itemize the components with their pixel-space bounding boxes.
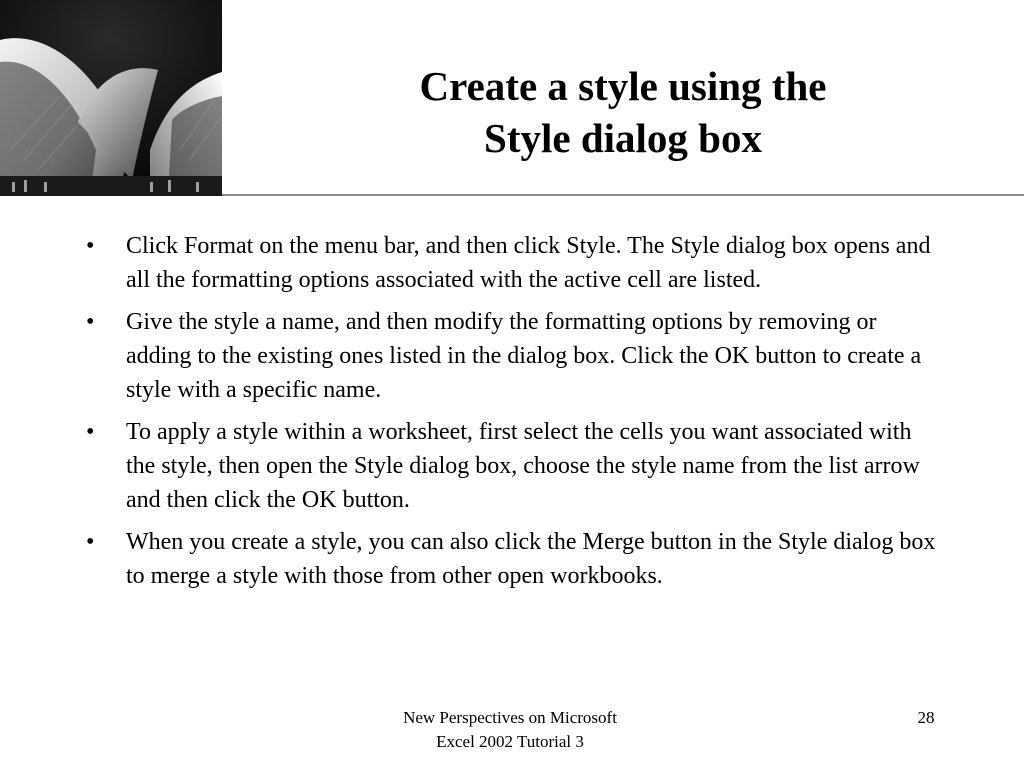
bullet-text: When you create a style, you can also click the Merge button in the Style dialog box to merge a style with those from other open workbooks.: [126, 529, 936, 589]
bullet-marker: •: [86, 309, 95, 335]
bullet-item: [86, 229, 946, 297]
opera-house-photo: [0, 0, 222, 196]
bullet-marker: •: [86, 529, 95, 555]
slide-title-line-2: Style dialog box: [484, 115, 762, 161]
slide-footer: [360, 706, 660, 754]
bullet-item: [86, 525, 946, 593]
bullet-text: Give the style a name, and then modify the formatting options by removing or adding to the existing ones listed in the dialog box. Click the OK button to create a style with a specific name.: [126, 309, 922, 403]
bullet-list: [86, 229, 946, 601]
opera-house-image: [0, 0, 222, 196]
slide-title-line-1: Create a style using the: [419, 63, 827, 109]
slide-title: [222, 60, 1024, 164]
bullet-text: To apply a style within a worksheet, first select the cells you want associated with the style, then open the Style dialog box, choose the style name from the list arrow and then click the OK button.: [126, 419, 920, 513]
bullet-marker: •: [86, 419, 95, 445]
bullet-item: [86, 415, 946, 517]
footer-line-1: New Perspectives on Microsoft: [403, 708, 617, 727]
title-divider: [222, 194, 1024, 196]
footer-line-2: Excel 2002 Tutorial 3: [436, 732, 584, 751]
page-number: 28: [917, 708, 935, 727]
bullet-text: Click Format on the menu bar, and then click Style. The Style dialog box opens and all the formatting options associated with the active cell are listed.: [126, 233, 931, 293]
bullet-marker: •: [86, 233, 95, 259]
bullet-item: [86, 305, 946, 407]
